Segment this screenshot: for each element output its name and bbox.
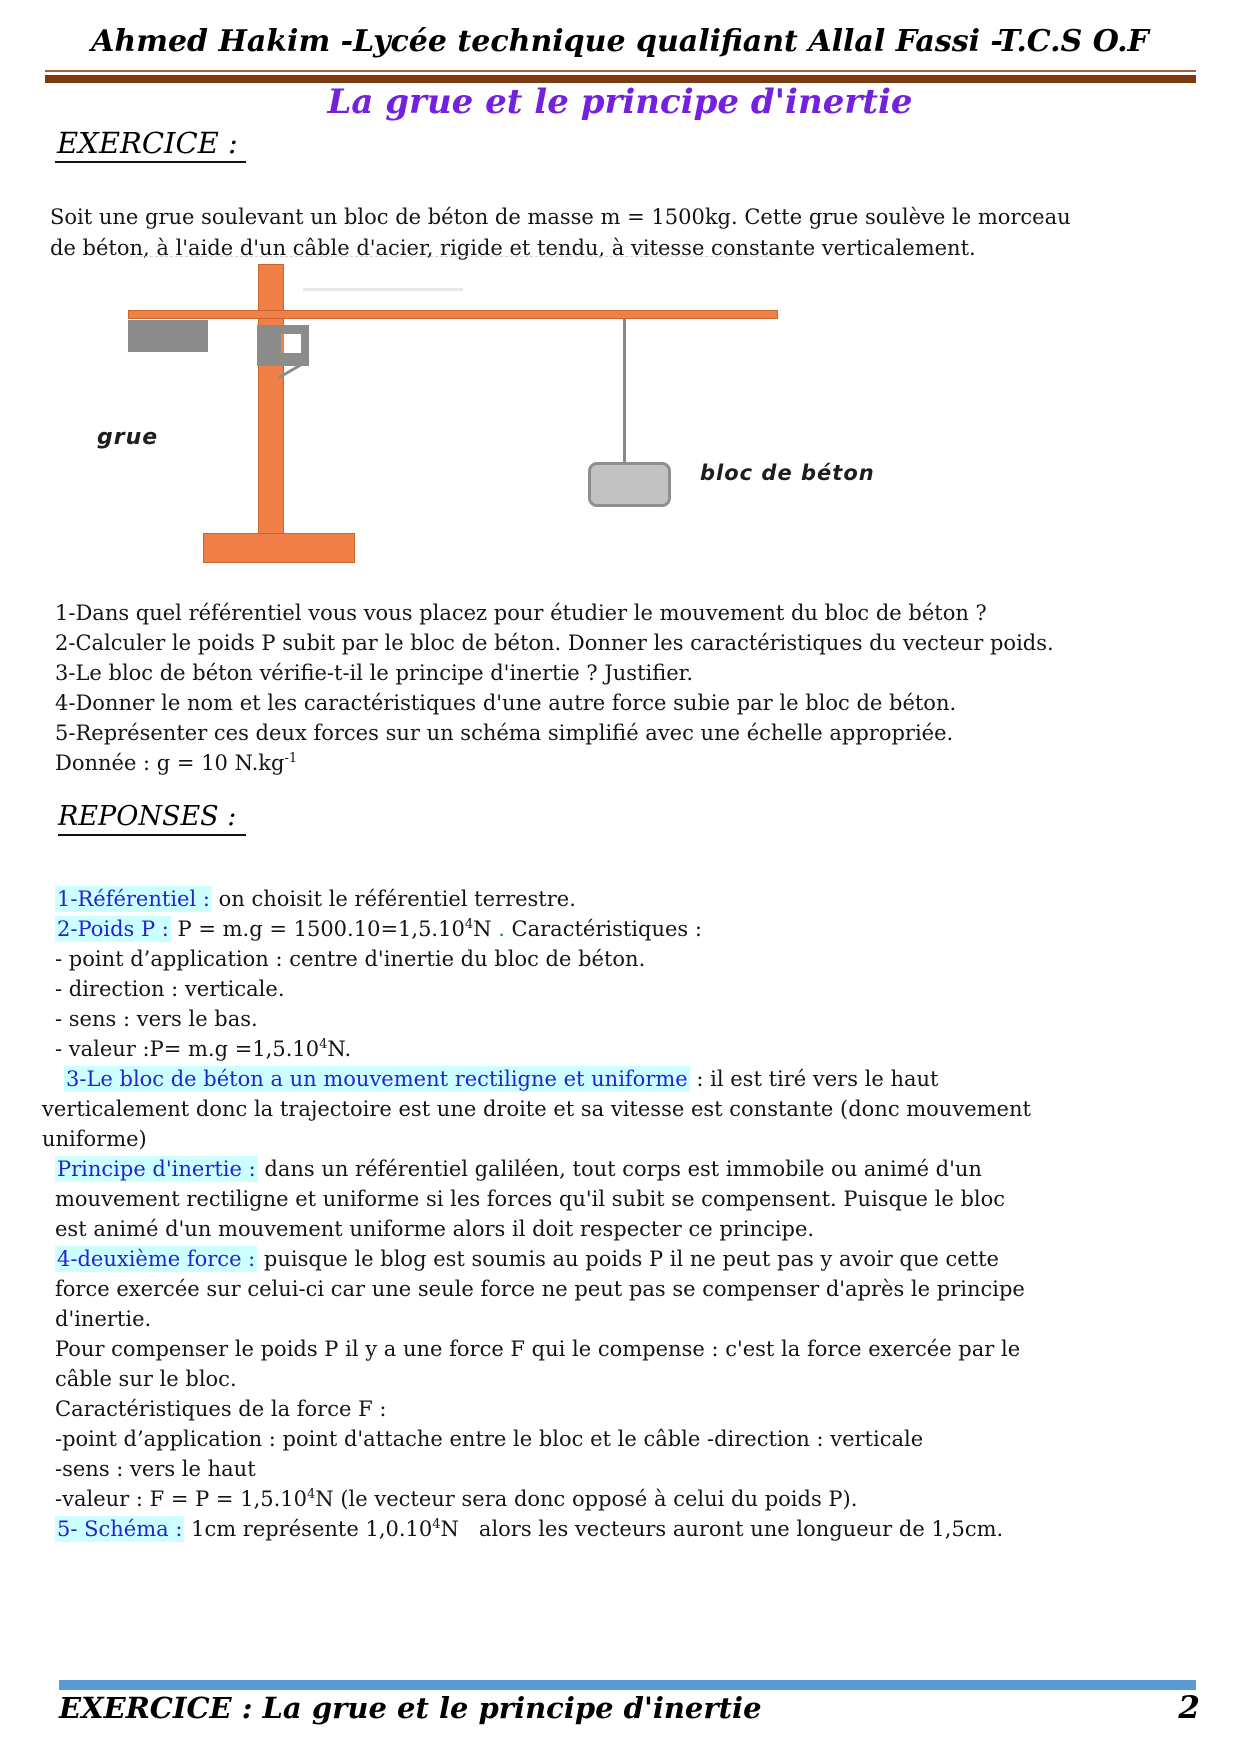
- page-title: La grue et le principe d'inertie: [327, 82, 913, 122]
- text-line: de béton, à l'aide d'un câble d'acier, rigide et tendu, à vitesse constante verticalement.: [50, 236, 976, 260]
- text-line: Donnée : g = 10 $N.kg^{-1}$: [55, 751, 298, 775]
- text-line: - valeur :P= $m.g =1,5.10^4N$.: [55, 1037, 352, 1061]
- footer-bar: [59, 1680, 1196, 1690]
- footer-page-number: 2: [1178, 1690, 1200, 1726]
- text-line: Caractéristiques de la force F :: [55, 1397, 387, 1421]
- text-line: d'inertie.: [55, 1307, 152, 1331]
- footer-title: EXERCICE : La grue et le principe d'inertie: [59, 1691, 762, 1725]
- crane-counterweight: [128, 320, 208, 352]
- text-line: mouvement rectiligne et uniforme si les forces qu'il subit se compensent. Puisque le bloc: [55, 1187, 1006, 1211]
- text-line: 4-Donner le nom et les caractéristiques d'une autre force subie par le bloc de béton.: [55, 691, 957, 715]
- scan-artifact-line: [303, 288, 463, 291]
- text-line: 2-Calculer le poids P subit par le bloc de béton. Donner les caractéristiques du vecteur poids.: [55, 631, 1054, 655]
- exercise-heading: EXERCICE :: [55, 126, 246, 163]
- questions-list: [55, 598, 1054, 778]
- text-line: - point d’application : centre d'inertie du bloc de béton.: [55, 947, 646, 971]
- text-line: Soit une grue soulevant un bloc de béton de masse m = 1500kg. Cette grue soulève le morceau: [50, 205, 1071, 229]
- text-line: Pour compenser le poids P il y a une force F qui le compense : c'est la force exercée par le: [55, 1337, 1021, 1361]
- header-rule-thin: [45, 70, 1196, 72]
- scan-artifact-line: [130, 256, 778, 257]
- text-line: 1-Dans quel référentiel vous vous placez pour étudier le mouvement du bloc de béton ?: [55, 601, 987, 625]
- text-line: uniforme): [42, 1127, 147, 1151]
- crane-trolley-hole: [281, 334, 301, 353]
- text-line: 4-deuxième force : puisque le blog est soumis au poids P il ne peut pas y avoir que cette: [57, 1247, 999, 1271]
- text-line: verticalement donc la trajectoire est une droite et sa vitesse est constante (donc mouvement: [42, 1097, 1031, 1121]
- text-line: 3-Le bloc de béton a un mouvement rectiligne et uniforme : il est tiré vers le haut: [66, 1067, 939, 1091]
- text-line: 2-Poids P : $P = m.g = 1500.10=1,5.10^4N$ . Caractéristiques :: [57, 917, 702, 941]
- text-line: est animé d'un mouvement uniforme alors il doit respecter ce principe.: [55, 1217, 815, 1241]
- answers-block: [42, 884, 1031, 1544]
- footer: [59, 1690, 1200, 1726]
- crane-cable: [623, 319, 626, 463]
- concrete-block: [588, 462, 671, 507]
- text-line: -sens : vers le haut: [55, 1457, 256, 1481]
- text-line: force exercée sur celui-ci car une seule force ne peut pas se compenser d'après le principe: [55, 1277, 1025, 1301]
- crane-label: grue: [97, 425, 159, 450]
- text-line: - sens : vers le bas.: [55, 1007, 258, 1031]
- text-line: 5- Schéma : 1cm représente 1,0.10$^4$N alors les vecteurs auront une longueur de 1,5cm.: [57, 1517, 1004, 1541]
- concrete-block-label: bloc de béton: [700, 461, 875, 485]
- intro-paragraph: [50, 202, 1071, 264]
- text-line: câble sur le bloc.: [55, 1367, 237, 1391]
- text-line: 5-Représenter ces deux forces sur un schéma simplifié avec une échelle appropriée.: [55, 721, 954, 745]
- text-line: Principe d'inertie : dans un référentiel galiléen, tout corps est immobile ou animé d'un: [57, 1157, 982, 1181]
- text-line: -valeur : $F = P = 1,5.10^4N$ (le vecteur sera donc opposé à celui du poids P).: [55, 1487, 858, 1511]
- crane-base: [203, 533, 355, 563]
- text-line: 1-Référentiel : on choisit le référentiel terrestre.: [57, 887, 576, 911]
- text-line: -point d’application : point d'attache entre le bloc et le câble -direction : verticale: [55, 1427, 924, 1451]
- crane-jib: [128, 310, 778, 319]
- header-school-line: Ahmed Hakim -Lycée technique qualifiant Allal Fassi -T.C.S O.F: [91, 24, 1149, 59]
- responses-heading: REPONSES :: [58, 801, 246, 836]
- text-line: - direction : verticale.: [55, 977, 285, 1001]
- text-line: 3-Le bloc de béton vérifie-t-il le principe d'inertie ? Justifier.: [55, 661, 694, 685]
- crane-mast: [258, 264, 284, 535]
